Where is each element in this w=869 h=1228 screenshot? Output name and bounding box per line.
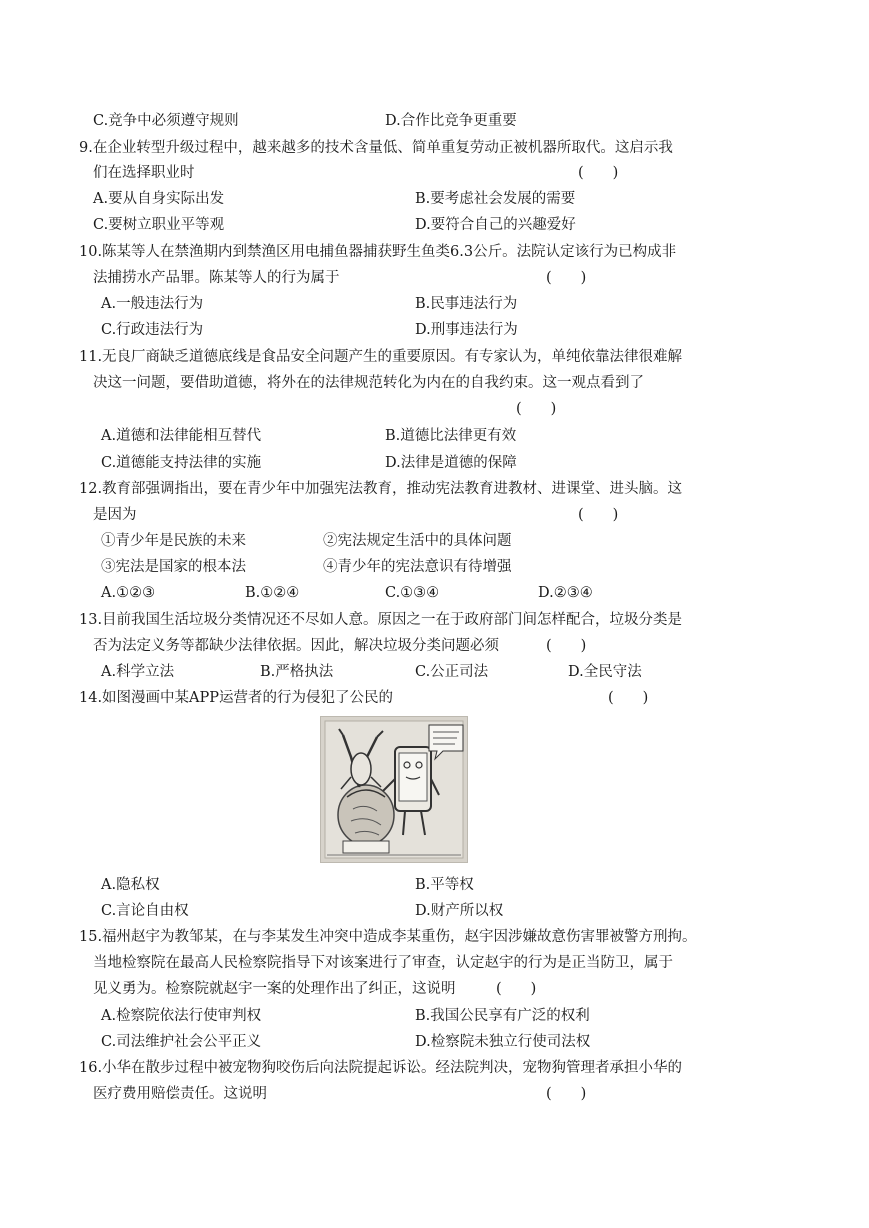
q10-option-d: D.刑事违法行为	[415, 322, 518, 338]
q14-option-b: B.平等权	[415, 877, 474, 893]
q12-stem-line1: 12.教育部强调指出，要在青少年中加强宪法教育，推动宪法教育进教材、进课堂、进头脑。这	[79, 481, 683, 497]
q13-option-b: B.严格执法	[260, 664, 334, 680]
q8-option-c: C.竞争中必须遵守规则	[93, 113, 239, 129]
q10-answer-blank: ( )	[546, 270, 587, 286]
q16-answer-blank: ( )	[546, 1086, 587, 1102]
q10-option-c: C.行政违法行为	[101, 322, 204, 338]
q12-stem-line2: 是因为	[93, 507, 137, 523]
q10-stem-line2: 法捕捞水产品罪。陈某等人的行为属于	[93, 270, 340, 286]
q12-option-d: D.②③④	[538, 585, 593, 601]
q9-option-a: A.要从自身实际出发	[93, 191, 225, 207]
q13-answer-blank: ( )	[546, 638, 587, 654]
q15-option-c: C.司法维护社会公平正义	[101, 1034, 262, 1050]
q14-option-c: C.言论自由权	[101, 903, 189, 919]
q13-option-d: D.全民守法	[568, 664, 642, 680]
q9-option-c: C.要树立职业平等观	[93, 217, 225, 233]
q12-option-c: C.①③④	[385, 585, 440, 601]
q12-statement-1: ①青少年是民族的未来	[101, 533, 246, 549]
q13-stem-line2: 否为法定义务等都缺少法律依据。因此，解决垃圾分类问题必须	[93, 638, 499, 654]
q16-stem-line2: 医疗费用赔偿责任。这说明	[93, 1086, 267, 1102]
q15-stem-line1: 15.福州赵宇为教邹某，在与李某发生冲突中造成李某重伤，赵宇因涉嫌故意伤害罪被警方刑拘。	[79, 929, 697, 945]
q16-stem-line1: 16.小华在散步过程中被宠物狗咬伤后向法院提起诉讼。经法院判决，宠物狗管理者承担小华的	[79, 1060, 683, 1076]
q14-stem-line1: 14.如图漫画中某APP运营者的行为侵犯了公民的	[79, 690, 394, 706]
q11-option-b: B.道德比法律更有效	[385, 428, 517, 444]
q10-stem-line1: 10.陈某等人在禁渔期内到禁渔区用电捕鱼器捕获野生鱼类6.3公斤。法院认定该行为已构成非	[79, 244, 677, 260]
q15-option-d: D.检察院未独立行使司法权	[415, 1034, 591, 1050]
q9-answer-blank: ( )	[578, 165, 619, 181]
q13-option-c: C.公正司法	[415, 664, 489, 680]
q9-option-b: B.要考虑社会发展的需要	[415, 191, 576, 207]
q14-cartoon-image	[320, 716, 468, 863]
q11-option-d: D.法律是道德的保障	[385, 455, 517, 471]
q15-stem-line3: 见义勇为。检察院就赵宇一案的处理作出了纠正，这说明	[93, 981, 456, 997]
q11-answer-blank: ( )	[516, 401, 557, 417]
q11-stem-line2: 决这一问题，要借助道德，将外在的法律规范转化为内在的自我约束。这一观点看到了	[93, 375, 644, 391]
q15-option-b: B.我国公民享有广泛的权利	[415, 1008, 590, 1024]
q15-option-a: A.检察院依法行使审判权	[101, 1008, 262, 1024]
q10-option-a: A.一般违法行为	[101, 296, 204, 312]
q10-option-b: B.民事违法行为	[415, 296, 518, 312]
q9-stem-line1: 9.在企业转型升级过程中，越来越多的技术含量低、简单重复劳动正被机器所取代。这启示我	[79, 140, 673, 156]
q9-stem-line2: 们在选择职业时	[93, 165, 195, 181]
q14-answer-blank: ( )	[608, 690, 649, 706]
q12-option-b: B.①②④	[245, 585, 300, 601]
q13-option-a: A.科学立法	[101, 664, 175, 680]
q14-option-a: A.隐私权	[101, 877, 160, 893]
q8-option-d: D.合作比竞争更重要	[385, 113, 517, 129]
q15-answer-blank: ( )	[496, 981, 537, 997]
q15-stem-line2: 当地检察院在最高人民检察院指导下对该案进行了审查，认定赵宇的行为是正当防卫，属于	[93, 955, 673, 971]
q12-statement-3: ③宪法是国家的根本法	[101, 559, 246, 575]
q11-option-a: A.道德和法律能相互替代	[101, 428, 262, 444]
q14-option-d: D.财产所以权	[415, 903, 504, 919]
q12-statement-2: ②宪法规定生活中的具体问题	[323, 533, 512, 549]
q12-answer-blank: ( )	[578, 507, 619, 523]
q12-option-a: A.①②③	[101, 585, 156, 601]
q12-statement-4: ④青少年的宪法意识有待增强	[323, 559, 512, 575]
q9-option-d: D.要符合自己的兴趣爱好	[415, 217, 576, 233]
q13-stem-line1: 13.目前我国生活垃圾分类情况还不尽如人意。原因之一在于政府部门间怎样配合，垃圾分类是	[79, 612, 683, 628]
q11-stem-line1: 11.无良厂商缺乏道德底线是食品安全问题产生的重要原因。有专家认为，单纯依靠法律很难解	[79, 349, 683, 365]
q11-option-c: C.道德能支持法律的实施	[101, 455, 262, 471]
